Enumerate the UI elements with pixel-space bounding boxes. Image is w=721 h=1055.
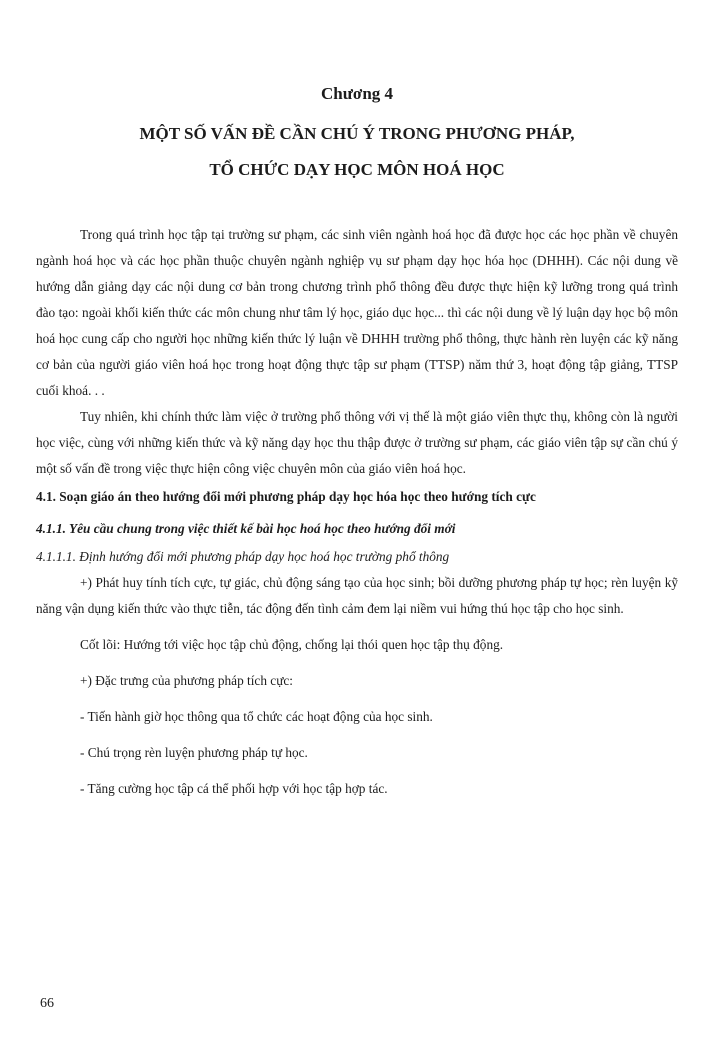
page-number: 66 [40,996,54,1011]
chapter-title-line-2: TỔ CHỨC DẠY HỌC MÔN HOÁ HỌC [209,160,505,179]
subsection-heading: 4.1.1. Yêu cầu chung trong việc thiết kế bài học hoá học theo hướng đổi mới [36,521,456,536]
core-paragraph: Cốt lõi: Hướng tới việc học tập chủ động, chống lại thói quen học tập thụ động. [80,637,504,652]
subsubsection-heading: 4.1.1.1. Định hướng đổi mới phương pháp dạy học hoá học trường phổ thông [36,549,450,564]
body-text [36,222,678,802]
chapter-label: Chương 4 [320,84,394,103]
intro-paragraph: Trong quá trình học tập tại trường sư phạm, các sinh viên ngành hoá học đã được học các học phần về chuyên ngành hoá học và các học phần thuộc chuyên ngành nghiệp vụ sư phạm dạy học hóa học (DHHH). Các nội dung về hướng dẫn giảng dạy các nội dung cơ bản trong chương trình phổ thông đều được thực hiện kỹ lưỡng trong quá trình đào tạo: ngoài khối kiến thức các môn chung như tâm lý học, giáo dục học... thì các nội dung về lý luận dạy học bộ môn hoá học cung cấp cho người học những kiến thức lý luận về DHHH trường phổ thông, thực hành rèn luyện các kỹ năng cơ bản của người giáo viên hoá học trong hoạt động thực tập sư phạm (TTSP) năm thứ 3, hoạt động tập giảng, TTSP cuối khoá. . . [36,227,678,398]
chapter-title-line-1: MỘT SỐ VẤN ĐỀ CẦN CHÚ Ý TRONG PHƯƠNG PHÁP, [139,124,575,143]
document-page [36,0,678,1055]
dash-item-2: - Chú trọng rèn luyện phương pháp tự học. [80,745,308,760]
point-paragraph-2: +) Đặc trưng của phương pháp tích cực: [80,673,294,688]
section-heading: 4.1. Soạn giáo án theo hướng đổi mới phương pháp dạy học hóa học theo hướng tích cực [36,489,536,504]
point-paragraph-1: +) Phát huy tính tích cực, tự giác, chủ động sáng tạo của học sinh; bồi dưỡng phương pháp tự học; rèn luyện kỹ năng vận dụng kiến thức vào thực tiễn, tác động đến tình cảm đem lại niềm vui hứng thú học tập cho học sinh. [36,575,678,616]
second-paragraph: Tuy nhiên, khi chính thức làm việc ở trường phổ thông với vị thế là một giáo viên thực thụ, không còn là người học việc, cùng với những kiến thức và kỹ năng dạy học thu thập được ở trường sư phạm, các giáo viên tập sự cần chú ý một số vấn đề trong việc thực hiện công việc chuyên môn của giáo viên hoá học. [36,409,678,476]
dash-item-3: - Tăng cường học tập cá thể phối hợp với học tập hợp tác. [80,781,388,796]
chapter-title [36,116,678,188]
dash-item-1: - Tiến hành giờ học thông qua tổ chức các hoạt động của học sinh. [80,709,433,724]
